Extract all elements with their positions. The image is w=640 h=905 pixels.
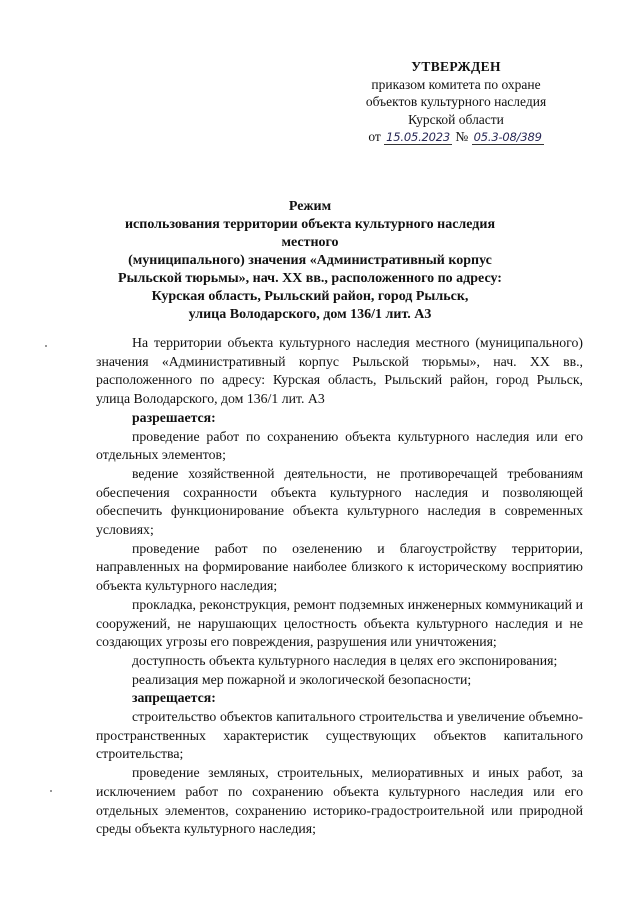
date-value: 15.05.2023: [386, 130, 451, 145]
allowed-item: доступность объекта культурного наследия в целях его экспонирования;: [132, 652, 558, 668]
approval-line-3: Курской области: [408, 111, 504, 127]
number-value: 05.3-08/389: [473, 130, 542, 145]
date-prefix: от: [368, 129, 381, 145]
title-line-2: использования территории объекта культурного наследия местного: [124, 217, 496, 250]
date-value-field: [384, 129, 452, 145]
intro-paragraph: На территории объекта культурного наследия местного (муниципального) значения «Административный корпус Рыльской тюрьмы», нач. XX вв., расположенного по адресу: Курская область, Рыльский район, город Рыльск, улица Володарского, дом 136/1 лит. А3: [96, 335, 583, 407]
allowed-item: проведение работ по озеленению и благоустройству территории, направленных на формирование наиболее близкого к историческому восприятию объекта культурного наследия;: [96, 540, 583, 594]
forbidden-item: строительство объектов капитального строительства и увеличение объемно-пространственных характеристик существующих объектов капитального строительства;: [96, 709, 583, 762]
allowed-heading: разрешается:: [132, 409, 216, 425]
document-body: [96, 334, 583, 839]
allowed-item: реализация мер пожарной и экологической безопасности;: [132, 671, 472, 687]
approval-line-1: приказом комитета по охране: [371, 76, 541, 92]
allowed-item: проведение работ по сохранению объекта культурного наследия или его отдельных элементов;: [96, 428, 583, 463]
allowed-item: ведение хозяйственной деятельности, не противоречащей требованиям обеспечения сохранности объекта культурного наследия и позволяющей обеспечить функционирование объекта культурного наследия в современных условиях;: [96, 465, 583, 538]
title-line-5: Курская область, Рыльский район, город Рыльск,: [151, 289, 469, 304]
document-title: [95, 198, 525, 324]
title-line-1: Режим: [288, 199, 332, 214]
approval-block: [338, 58, 574, 147]
title-line-4: Рыльской тюрьмы», нач. XX вв., расположенного по адресу:: [118, 271, 502, 286]
allowed-item: прокладка, реконструкция, ремонт подземных инженерных коммуникаций и сооружений, не нарушающих целостность объекта культурного наследия и не создающих угрозы его повреждения, разрушения или уничтожения;: [96, 596, 583, 650]
title-line-6: улица Володарского, дом 136/1 лит. А3: [188, 307, 432, 322]
approval-heading: УТВЕРЖДЕН: [411, 59, 501, 74]
forbidden-item: проведение земляных, строительных, мелиоративных и иных работ, за исключением работ по сохранению объекта культурного наследия или его отдельных элементов, сохранению историко-градостроительной или природной среды объекта культурного наследия;: [96, 765, 583, 837]
forbidden-heading: запрещается:: [132, 690, 216, 706]
scan-speck: [45, 345, 47, 347]
scan-speck: [50, 790, 52, 792]
number-value-field: [472, 129, 544, 145]
number-symbol: №: [455, 129, 469, 145]
approval-line-2: объектов культурного наследия: [365, 94, 547, 110]
title-line-3: (муниципального) значения «Административный корпус: [128, 253, 492, 268]
approval-date-line: [338, 128, 574, 147]
